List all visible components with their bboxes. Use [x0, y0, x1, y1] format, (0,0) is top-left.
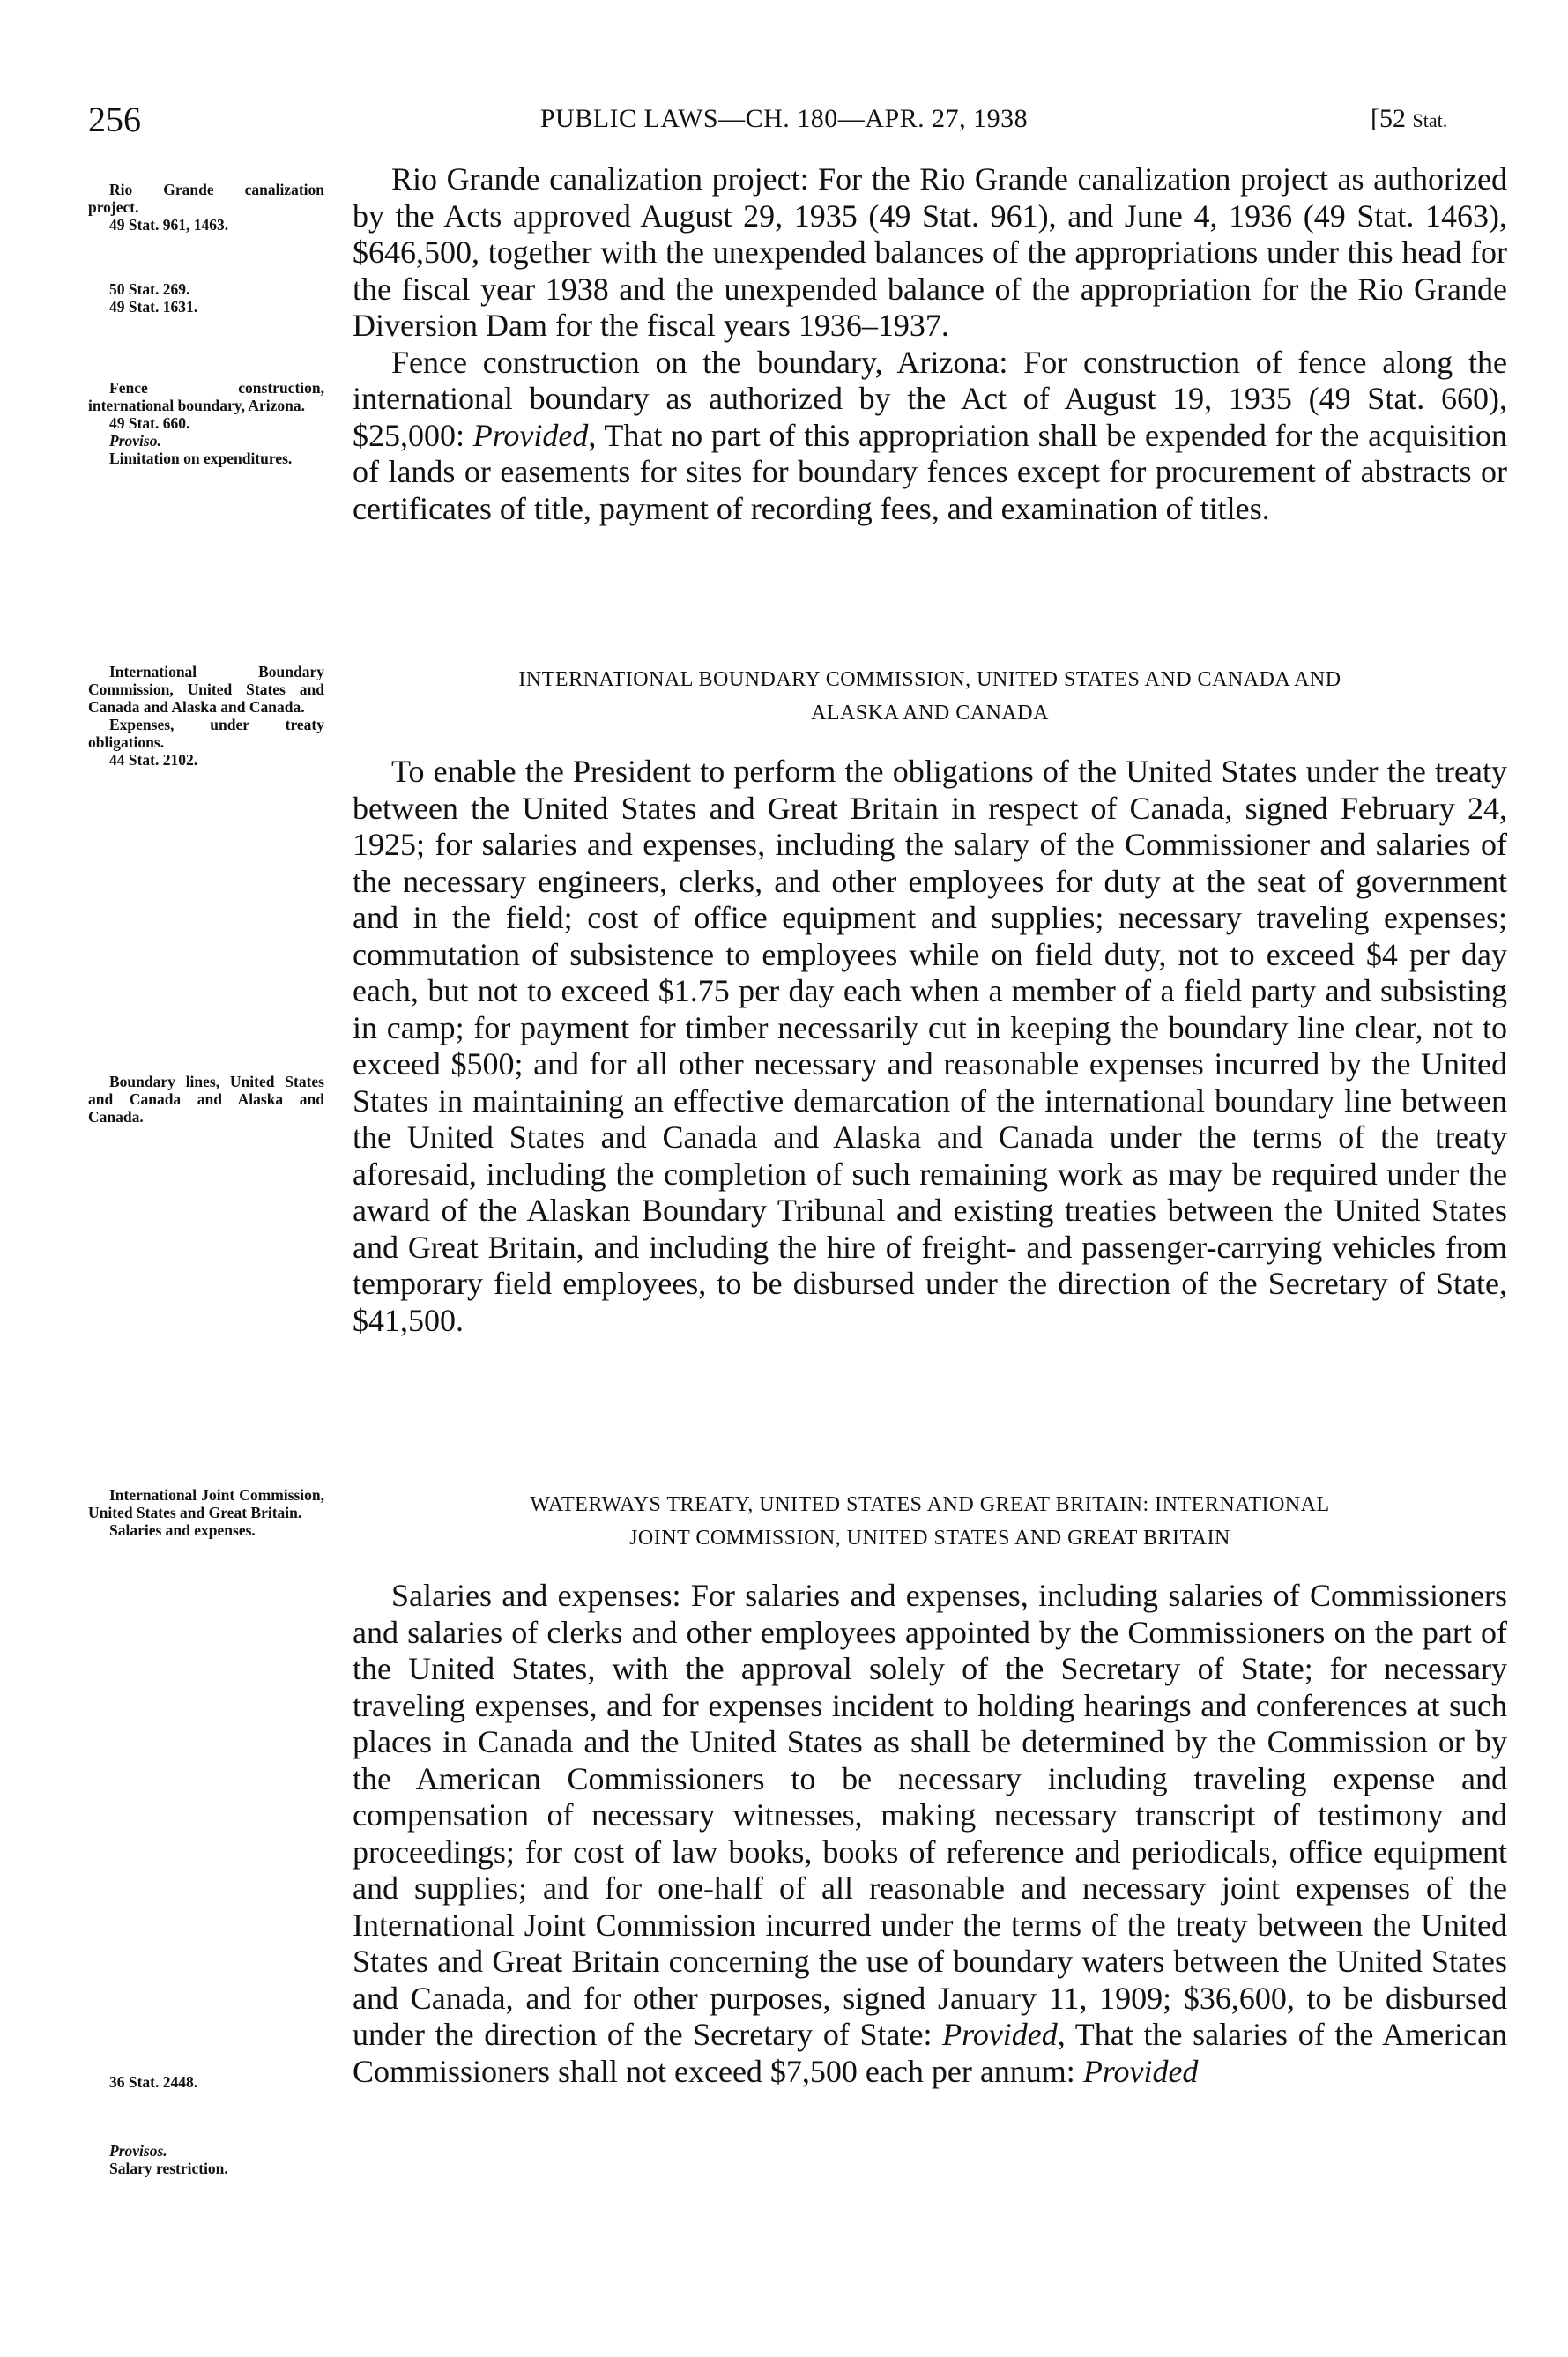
proviso-note: Limitation on expenditures.	[109, 450, 293, 467]
margin-citation: 44 Stat. 2102.	[109, 751, 198, 769]
proviso-label: Provisos.	[109, 2142, 167, 2160]
margin-citation: 49 Stat. 1631.	[109, 298, 198, 316]
margin-note-title: Fence construction, international boundary, Arizona.	[88, 379, 324, 414]
heading-line: ALASKA AND CANADA	[811, 702, 1049, 725]
margin-note-treaty-ref	[88, 2073, 324, 2091]
proviso-label: Proviso.	[109, 432, 161, 450]
heading-line: JOINT COMMISSION, UNITED STATES AND GREAT BRITAIN	[629, 1527, 1230, 1550]
text-run: , That the salaries of the American Commissioners shall not exceed $7,500 each per annum:	[353, 2017, 1507, 2089]
page-number: 256	[88, 100, 141, 139]
heading-line: WATERWAYS TREATY, UNITED STATES AND GREAT BRITAIN: INTERNATIONAL	[530, 1493, 1330, 1516]
section-rio-grande-and-fence	[353, 161, 1507, 527]
italic-provided: Provided	[472, 417, 589, 453]
text-run: Salaries and expenses: For salaries and expenses, including salaries of Commissioners and salaries of clerks and other employees appointed by the Commissioners on the part of the United States, with the approval solely of the Secretary of State; for necessary traveling expenses, and for expenses incident to holding hearings and conferences at such places in Canada and the United States as shall be determined by the Commission or by the American Commissioners to be necessary including traveling expense and compensation of necessary witnesses, making necessary transcript of testimony and proceedings; for cost of law books, books of reference and periodicals, office equipment and supplies; and for one-half of all reasonable and necessary joint expenses of the International Joint Commission incurred under the terms of the treaty between the United States and Great Britain concerning the use of boundary waters between the United States and Canada, and for other purposes, signed January 11, 1909; $36,600, to be disbursed under the direction of the Secretary of State:	[353, 1578, 1507, 2052]
paragraph-rio-grande: Rio Grande canalization project: For the Rio Grande canalization project as authorized by the Acts approved August 29, 1935 (49 Stat. 961), and June 4, 1936 (49 Stat. 1463), $646,500, together with the unexpended balances of the appropriations under this head for the fiscal year 1938 and the unexpended balance of the appropriation for the Rio Grande Diversion Dam for the fiscal years 1936–1937.	[353, 161, 1507, 343]
margin-note-rio-grande	[88, 181, 324, 234]
running-head: PUBLIC LAWS—CH. 180—APR. 27, 1938	[539, 104, 1029, 133]
margin-note-intl-joint-commission	[88, 1486, 324, 1539]
margin-note-provisos	[88, 2142, 324, 2177]
margin-note-title: Rio Grande canalization project.	[88, 181, 324, 216]
margin-citation: 36 Stat. 2448.	[109, 2073, 198, 2091]
volume-number: [52	[1371, 104, 1413, 133]
text-run: Fence construction on the boundary, Arizona: For construction of fence along the international boundary as authorized by the Act of August 19, 1935 (49 Stat. 660), $25,000:	[353, 344, 1507, 453]
section-heading-waterways	[353, 1488, 1507, 1555]
margin-note-title: International Joint Commission, United States and Great Britain.	[88, 1486, 324, 1521]
proviso-note: Salary restriction.	[109, 2160, 228, 2177]
margin-note-title: International Boundary Commission, United States and Canada and Alaska and Canada.	[88, 663, 324, 716]
italic-provided: Provided	[1082, 2053, 1199, 2089]
italic-provided: Provided	[942, 2017, 1058, 2052]
text-run: , That no part of this appropriation shall be expended for the acquisition of lands or easements for sites for boundary fences except for procurement of abstracts or certificates of title, payment of recording fees, and examination of titles.	[353, 417, 1507, 526]
margin-citation: 49 Stat. 660.	[109, 414, 190, 432]
margin-note-subtitle: Salaries and expenses.	[109, 1521, 256, 1539]
section-heading-ibc	[353, 663, 1507, 730]
paragraph-ibc: To enable the President to perform the obligations of the United States under the treaty between the United States and Great Britain in respect of Canada, signed February 24, 1925; for salaries and expenses, including the salary of the Commissioner and salaries of the necessary engineers, clerks, and other employees for duty at the seat of government and in the field; cost of office equipment and supplies; necessary traveling expenses; commutation of subsistence to employees while on field duty, not to exceed $4 per day each, but not to exceed $1.75 per day each when a member of a field party and subsisting in camp; for payment for timber necessarily cut in keeping the boundary line clear, not to exceed $500; and for all other necessary and reasonable expenses incurred by the United States in maintaining an effective demarcation of the international boundary line between the United States and Canada and Alaska and Canada under the terms of the treaty aforesaid, including the completion of such remaining work as may be required under the award of the Alaskan Boundary Tribunal and existing treaties between the United States and Great Britain, and including the hire of freight- and passenger-carrying vehicles from temporary field employees, to be disbursed under the direction of the Secretary of State, $41,500.	[353, 754, 1507, 1338]
margin-note-rio-grande-refs	[88, 280, 324, 316]
margin-citation: 50 Stat. 269.	[109, 280, 190, 298]
section-waterways	[353, 1578, 1507, 2090]
margin-note-boundary-lines	[88, 1073, 324, 1126]
margin-note-intl-boundary-commission	[88, 663, 324, 769]
volume-stat-label: Stat.	[1412, 109, 1448, 131]
margin-note-title: Boundary lines, United States and Canada and Alaska and Canada.	[88, 1073, 324, 1126]
page-header	[0, 99, 1568, 139]
heading-line: INTERNATIONAL BOUNDARY COMMISSION, UNITED STATES AND CANADA AND	[518, 668, 1341, 691]
volume-reference	[1371, 104, 1447, 134]
margin-citation: 49 Stat. 961, 1463.	[109, 216, 229, 234]
margin-note-fence-construction	[88, 379, 324, 467]
paragraph-waterways	[353, 1578, 1507, 2090]
paragraph-fence-construction	[353, 345, 1507, 528]
margin-note-subtitle: Expenses, under treaty obligations.	[88, 716, 324, 751]
section-ibc	[353, 754, 1507, 1339]
